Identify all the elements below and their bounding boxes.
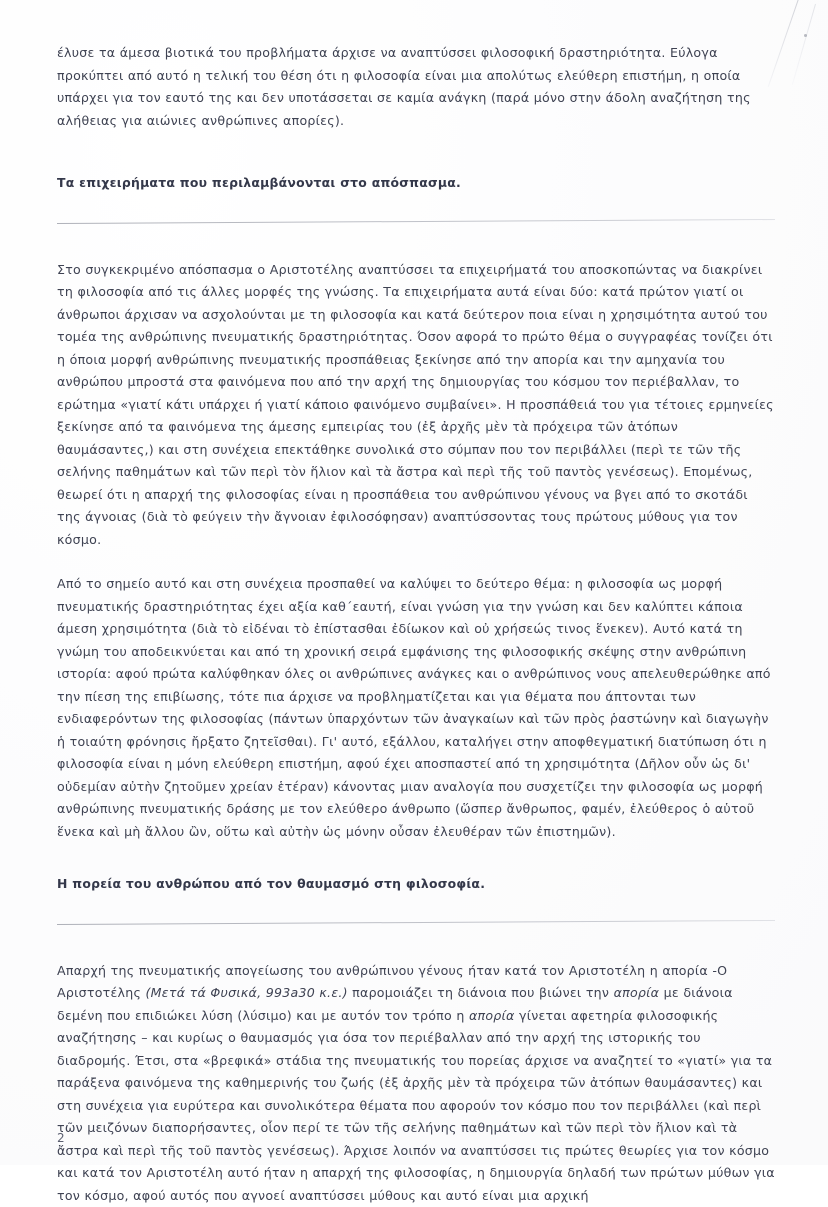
- citation-metaphysics: (Μετά τά Φυσικά, 993a30 κ.ε.): [146, 985, 348, 1000]
- horizontal-rule-top: [57, 217, 775, 229]
- paragraph-opening: έλυσε τα άμεσα βιοτικά του προβλήματα άρχισε να αναπτύσσει φιλοσοφική δραστηριότητα. Εύλογα προκύπτει από αυτό η τελική του θέση ότι η φιλοσοφία είναι μια απολύτως ελεύθερη επιστήμη, η οποία υπάρχει για τον εαυτό της και δεν υποτάσσεται σε καμία ανάγκη (παρά μόνο στην άδολη αναζήτηση της αλήθειας για αιώνιες ανθρώπινες απορίες).: [57, 0, 775, 132]
- document-body: [57, 0, 775, 1207]
- paragraph-second-theme: Από το σημείο αυτό και στη συνέχεια προσπαθεί να καλύψει το δεύτερο θέμα: η φιλοσοφία ως μορφή πνευματικής δραστηριότητας έχει αξία καθ΄εαυτή, είναι γνώση για την γνώση και δεν καλύπτει κάποια άμεση χρησιμότητα (διὰ τὸ εἰδέναι τὸ ἐπίστασθαι ἐδίωκον καὶ οὐ χρήσεώς τινος ἕνεκεν). Αυτό κατά τη γνώμη του αποδεικνύεται και από τη χρονική σειρά εμφάνισης της φιλοσοφικής σκέψης στην ανθρώπινη ιστορία: αφού πρώτα καλύφθηκαν όλες οι ανθρώπινες ανάγκες και ο ανθρώπινος νους απελευθερώθηκε από την πίεση της επιβίωσης, τότε πια άρχισε να προβληματίζεται και για θέματα που άπτονται των ενδιαφερόντων της φιλοσοφίας (πάντων ὑπαρχόντων τῶν ἀναγκαίων καὶ τῶν πρὸς ῥαστώνην καὶ διαγωγὴν ἡ τοιαύτη φρόνησις ἤρξατο ζητεῖσθαι). Γι' αυτό, εξάλλου, καταλήγει στην αποφθεγματική διατύπωση ότι η φιλοσοφία είναι η μόνη ελεύθερη επιστήμη, αφού έχει αποσπαστεί από τη χρησιμότητα (Δῆλον οὖν ὡς δι' οὐδεμίαν αὐτὴν ζητοῦμεν χρείαν ἑτέραν) κάνοντας μιαν αναλογία που συσχετίζει την φιλοσοφία ως μορφή ανθρώπινης πνευματικής δράσης με τον ελεύθερο άνθρωπο (ὥσπερ ἄνθρωπος, φαμέν, ἐλεύθερος ὁ αὑτοῦ ἕνεκα καὶ μὴ ἄλλου ὢν, οὕτω καὶ αὐτὴν ὡς μόνην οὖσαν ἐλευθέραν τῶν ἐπιστημῶν).: [57, 573, 775, 843]
- spacer: [57, 551, 775, 573]
- spacer: [57, 843, 775, 873]
- spacer: [57, 229, 775, 259]
- section-heading-journey: Η πορεία του ανθρώπου από τον θαυμασμό στη φιλοσοφία.: [57, 873, 775, 896]
- horizontal-rule-bottom: [57, 918, 775, 930]
- p4-segment-4: γίνεται αφετηρία φιλοσοφικής αναζήτησης – και κυρίως ο θαυμασμός για όσα τον περιέβαλλαν από την αρχή της ιστορικής του διαδρομής. Έτσι, στα «βρεφικά» στάδια της πνευματικής του πορείας άρχισε να αναζητεί το «γιατί» για τα παράξενα φαινόμενα της καθημερινής του ζωής (ἐξ ἀρχῆς μὲν τὰ πρόχειρα τῶν ἀτόπων θαυμάσαντες) και στη συνέχεια για ευρύτερα και συνολικότερα θέματα που αφορούν τον κόσμο που τον περιβάλλει (καὶ περὶ τῶν μειζόνων διαπορήσαντες, οἷον περί τε τῶν τῆς σελήνης παθημάτων καὶ τῶν περὶ τὸν ἥλιον καὶ τὰ ἄστρα καὶ περὶ τῆς τοῦ παντὸς γενέσεως). Άρχισε λοιπόν να αναπτύσσει τις πρώτες θεωρίες για τον κόσμο και κατά τον Αριστοτέλη αυτό ήταν η απαρχή της φιλοσοφίας, η δημιουργία δηλαδή των πρώτων μύθων για τον κόσμο, αφού αυτός που αγνοεί αναπτύσσει μύθους και αυτό είναι μια αρχική: [57, 1008, 775, 1203]
- p4-segment-3: με διάνοια δεμένη που επιδιώκει λύση (λύσιμο) και με αυτόν τον τρόπο η: [57, 985, 733, 1023]
- p4-segment-2: παρομοιάζει τη διάνοια που βιώνει την: [348, 985, 614, 1000]
- section-heading-arguments: Τα επιχειρήματα που περιλαμβάνονται στο απόσπασμα.: [57, 172, 775, 195]
- paragraph-wonder-to-philosophy: [57, 960, 775, 1207]
- p4-segment-1: Απαρχή της πνευματικής απογείωσης του ανθρώπινου γένους ήταν κατά τον Αριστοτέλη η απορία -Ο Αριστοτέλης: [57, 963, 727, 1001]
- spacer: [57, 896, 775, 918]
- spacer: [57, 195, 775, 217]
- spacer: [57, 132, 775, 172]
- spacer: [57, 930, 775, 960]
- term-aporia-2: απορία: [469, 1008, 515, 1023]
- paragraph-arguments-analysis: Στο συγκεκριμένο απόσπασμα ο Αριστοτέλης αναπτύσσει τα επιχειρήματά του αποσκοπώντας να διακρίνει τη φιλοσοφία από τις άλλες μορφές της γνώσης. Τα επιχειρήματα αυτά είναι δύο: κατά πρώτον γιατί οι άνθρωποι άρχισαν να ασχολούνται με τη φιλοσοφία και κατά δεύτερον ποια είναι η χρησιμότητα αυτού του τομέα της ανθρώπινης πνευματικής δραστηριότητας. Όσον αφορά το πρώτο θέμα ο συγγραφέας τονίζει ότι η όποια μορφή ανθρώπινης πνευματικής προσπάθειας ξεκίνησε από την απορία και την αμηχανία του ανθρώπου μπροστά στα φαινόμενα που από την αρχή της δημιουργίας του κόσμου τον περιέβαλλαν, το ερώτημα «γιατί κάτι υπάρχει ή γιατί κάποιο φαινόμενο συμβαίνει». Η προσπάθειά του για τέτοιες ερμηνείες ξεκίνησε από τα φαινόμενα της άμεσης εμπειρίας του (ἐξ ἀρχῆς μὲν τὰ πρόχειρα τῶν ἀτόπων θαυμάσαντες,) και στη συνέχεια επεκτάθηκε συνολικά στο σύμπαν που τον περιβάλλει (περὶ τε τῶν τῆς σελήνης παθημάτων καὶ τῶν περὶ τὸν ἥλιον καὶ τὰ ἄστρα καὶ περὶ τῆς τοῦ παντὸς γενέσεως). Επομένως, θεωρεί ότι η απαρχή της φιλοσοφίας είναι η προσπάθεια του ανθρώπινου γένους να βγει από το σκοτάδι της άγνοιας (διὰ τὸ φεύγειν τὴν ἄγνοιαν ἐφιλοσόφησαν) αναπτύσσοντας τους πρώτους μύθους για τον κόσμο.: [57, 259, 775, 552]
- page-number: 2: [57, 1130, 65, 1146]
- term-aporia-1: απορία: [614, 985, 660, 1000]
